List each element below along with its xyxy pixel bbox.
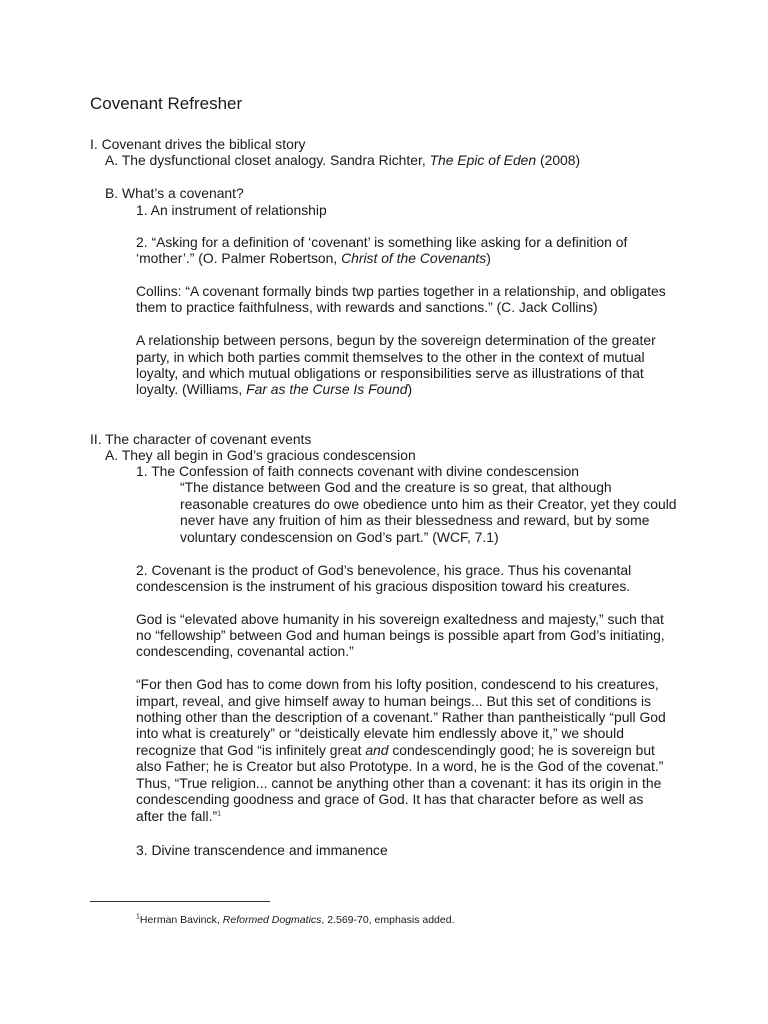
bavinck-quote-line-6: also Father; he is Creator but also Prototype. In a word, he is the God of the covenat.” bbox=[136, 758, 664, 774]
section-1b-item-1: 1. An instrument of relationship bbox=[136, 202, 327, 218]
section-2-heading: II. The character of covenant events bbox=[90, 431, 312, 447]
footnote-divider bbox=[90, 901, 270, 902]
section-2a-item-2-line-2: condescension is the instrument of his gracious disposition toward his creatures. bbox=[136, 578, 631, 594]
footnote: $^1$Herman Bavinck, Reformed Dogmatics, 2.569-70, emphasis added. bbox=[136, 913, 455, 926]
section-2a-heading: A. They all begin in God’s gracious condescension bbox=[105, 447, 416, 463]
section-2a-item-3: 3. Divine transcendence and immanence bbox=[136, 842, 388, 858]
section-2a-item-1: 1. The Confession of faith connects covenant with divine condescension bbox=[136, 463, 579, 479]
bavinck-quote-line-9: after the fall.”$^1$ bbox=[136, 808, 221, 824]
section-1-heading: I. Covenant drives the biblical story bbox=[90, 136, 306, 152]
wcf-quote-line-4: voluntary condescension on God’s part.” (WCF, 7.1) bbox=[180, 529, 499, 545]
footnote-reference[interactable]: 1 bbox=[217, 810, 221, 818]
book-title: The Epic of Eden bbox=[429, 152, 537, 168]
wcf-quote-line-2: reasonable creatures do owe obedience unto him as their Creator, yet they could bbox=[180, 496, 677, 512]
section-2a-item-2-line-1: 2. Covenant is the product of God’s benevolence, his grace. Thus his covenantal bbox=[136, 562, 632, 578]
elevated-quote-line-3: condescending, covenantal action.” bbox=[136, 643, 354, 659]
williams-definition-line-3: loyalty, and which mutual obligations or responsibilities serve as illustrations of that bbox=[136, 365, 644, 381]
footnote-marker: 1 bbox=[136, 913, 140, 921]
wcf-quote-line-1: “The distance between God and the creature is so great, that although bbox=[180, 479, 612, 495]
book-title: Christ of the Covenants bbox=[341, 250, 487, 266]
collins-quote-line-1: Collins: “A covenant formally binds twp parties together in a relationship, and obligates bbox=[136, 283, 666, 299]
elevated-quote-line-1: God is “elevated above humanity in his sovereign exaltedness and majesty,” such that bbox=[136, 611, 664, 627]
section-1b-item-2-line-2: ‘mother’.” (O. Palmer Robertson, Christ of the Covenants) bbox=[136, 250, 491, 266]
book-title: Far as the Curse Is Found bbox=[246, 381, 408, 397]
bavinck-quote-line-4: into what is creaturely” or “deistically elevate him endlessly above it,” we should bbox=[136, 725, 624, 741]
bavinck-quote-line-1: “For then God has to come down from his lofty position, condescend to his creatures, bbox=[136, 676, 659, 692]
williams-definition-line-2: party, in which both parties commit themselves to the other in the context of mutual bbox=[136, 349, 645, 365]
bavinck-quote-line-3: nothing other than the description of a covenant.” Rather than pantheistically “pull God bbox=[136, 709, 666, 725]
section-1b-item-2-line-1: 2. “Asking for a definition of ‘covenant’ is something like asking for a definition of bbox=[136, 234, 628, 250]
book-title: Reformed Dogmatics bbox=[222, 914, 322, 926]
bavinck-quote-line-2: impart, reveal, and give himself away to human beings... But this set of conditions is bbox=[136, 693, 651, 709]
williams-definition-line-1: A relationship between persons, begun by the sovereign determination of the greater bbox=[136, 332, 656, 348]
elevated-quote-line-2: no “fellowship” between God and human beings is possible apart from God’s initiating, bbox=[136, 627, 665, 643]
section-1a: A. The dysfunctional closet analogy. Sandra Richter, The Epic of Eden (2008) bbox=[105, 152, 581, 168]
page-title: Covenant Refresher bbox=[90, 94, 243, 113]
bavinck-quote-line-7: Thus, “True religion... cannot be anything other than a covenant: it has its origin in the bbox=[136, 775, 662, 791]
section-1b-heading: B. What’s a covenant? bbox=[105, 185, 244, 201]
wcf-quote-line-3: never have any fruition of him as their blessedness and reward, but by some bbox=[180, 512, 650, 528]
bavinck-quote-line-8: condescending goodness and grace of God. It has that character before as well as bbox=[136, 791, 644, 807]
emphasis: and bbox=[365, 742, 389, 758]
williams-definition-line-4: loyalty. (Williams, Far as the Curse Is Found) bbox=[136, 381, 413, 397]
bavinck-quote-line-5: recognize that God “is infinitely great and condescendingly good; he is sovereign but bbox=[136, 742, 655, 758]
collins-quote-line-2: them to practice faithfulness, with rewards and sanctions.” (C. Jack Collins) bbox=[136, 299, 598, 315]
